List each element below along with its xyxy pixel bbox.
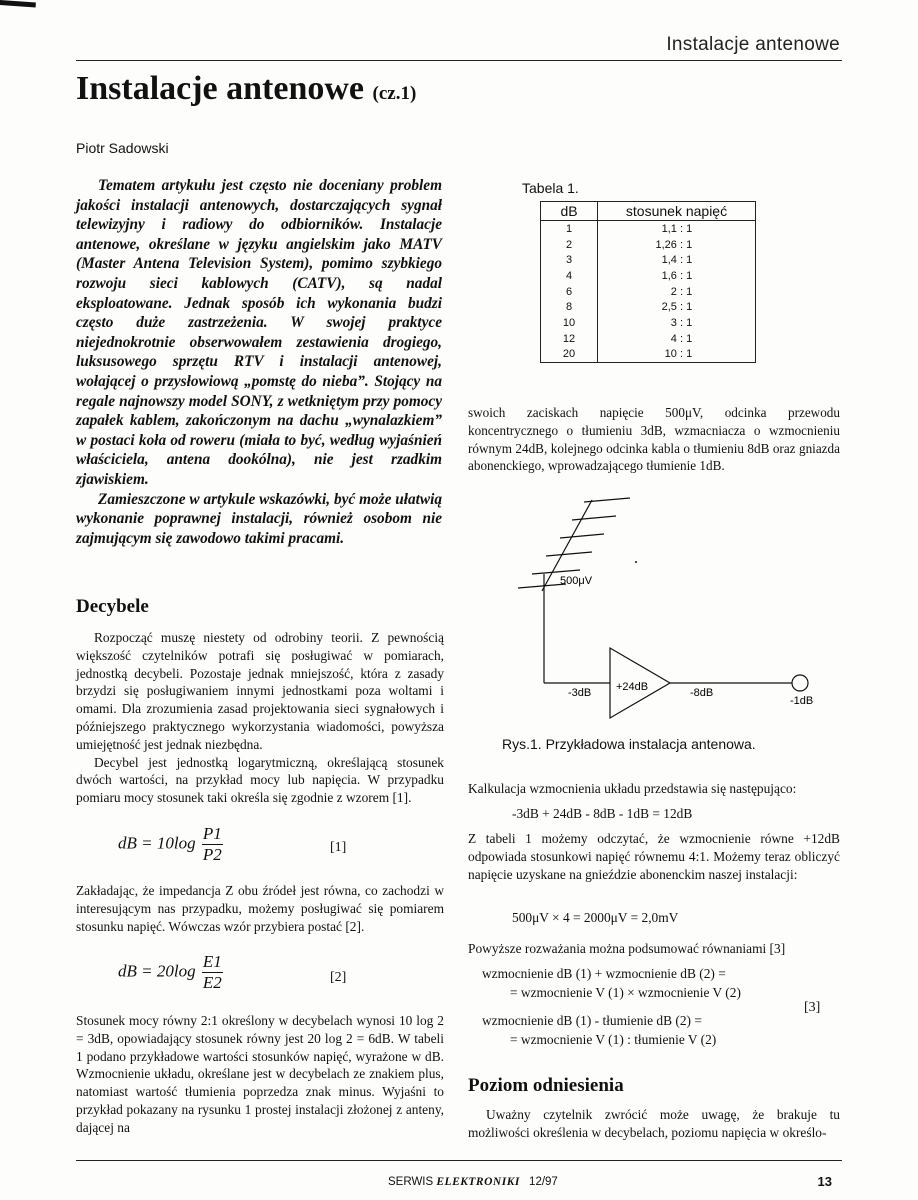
formula-1-fraction xyxy=(202,824,223,865)
table-cell-db: 4 xyxy=(541,268,598,284)
table-cell-ratio xyxy=(598,221,756,237)
formula-2-label: [2] xyxy=(330,970,347,985)
ratio-separator: : xyxy=(676,238,687,251)
lead-text xyxy=(76,176,442,548)
ratio-denominator: 1 xyxy=(686,238,693,251)
table-cell-db: 10 xyxy=(541,315,598,331)
calc-paragraph-3 xyxy=(468,940,840,958)
table-cell-db: 6 xyxy=(541,284,598,300)
table-row xyxy=(541,331,756,347)
antenna-element xyxy=(546,552,592,556)
table-1 xyxy=(540,201,756,363)
formula-1-denominator: P2 xyxy=(202,845,222,864)
label-socket: -1dB xyxy=(790,695,814,707)
antenna-element xyxy=(518,584,566,588)
table-row xyxy=(541,299,756,315)
body-paragraph: Zakładając, że impedancja Z obu źródeł jest równa, co zachodzi w interesującym nas przypadku, możemy posługiwać się pomiarem stosunku napięć. Wówczas wzór przybiera postać [2]. xyxy=(76,883,444,934)
table-cell-ratio xyxy=(598,299,756,315)
author: Piotr Sadowski xyxy=(76,140,169,156)
formula-1 xyxy=(118,824,223,865)
table-cell-ratio xyxy=(598,268,756,284)
table-cell-ratio xyxy=(598,252,756,268)
table-row xyxy=(541,315,756,331)
label-amp-gain: +24dB xyxy=(616,681,649,693)
section-heading-poziom: Poziom odniesienia xyxy=(468,1075,624,1096)
formula-1-lhs: dB = 10log xyxy=(118,833,196,853)
eq3-line-1: wzmocnienie dB (1) + wzmocnienie dB (2) = xyxy=(482,966,726,981)
page-number: 13 xyxy=(817,1174,832,1189)
table-row xyxy=(541,268,756,284)
ratio-denominator: 1 xyxy=(686,301,693,314)
footer-magazine xyxy=(388,1176,558,1188)
label-cable2: -8dB xyxy=(690,687,714,699)
article-title xyxy=(76,70,416,108)
eq3-line-3: wzmocnienie dB (1) - tłumienie dB (2) = xyxy=(482,1013,702,1028)
ratio-numerator: 2 xyxy=(670,285,677,298)
eq3-label: [3] xyxy=(804,1000,821,1015)
table-header-ratio: stosunek napięć xyxy=(598,202,756,221)
ratio-denominator: 1 xyxy=(686,269,693,282)
body-paragraph: Uważny czytelnik zwrócić może uwagę, że brakuje tu możliwości określenia w decybelach, poziomu napięcia w określo- xyxy=(468,1107,840,1140)
table-cell-ratio xyxy=(598,237,756,253)
body-paragraph: Powyższe rozważania można podsumować równaniami [3] xyxy=(468,941,786,956)
ratio-separator: : xyxy=(676,285,687,298)
ratio-separator: : xyxy=(676,269,687,282)
table-cell-db: 2 xyxy=(541,237,598,253)
antenna-element xyxy=(572,516,616,520)
table-cell-db: 12 xyxy=(541,331,598,347)
table-row xyxy=(541,221,756,237)
label-cable1: -3dB xyxy=(568,687,592,699)
body-paragraph: swoich zaciskach napięcie 500μV, odcinka przewodu koncentrycznego o tłumieniu 3dB, wzmacniacza o wzmocnieniu równym 24dB, kolejnego odcinka kabla o tłumieniu 8dB oraz gniazda abonenckiego, wprowadzającego tłumienie 1dB. xyxy=(468,405,840,474)
ratio-denominator: 1 xyxy=(686,316,693,329)
ratio-numerator: 3 xyxy=(670,316,677,329)
footer-magazine-prefix: SERWIS xyxy=(388,1176,434,1188)
ratio-separator: : xyxy=(676,332,687,345)
ratio-numerator: 1,6 xyxy=(661,269,677,282)
section-heading-decybele: Decybele xyxy=(76,596,149,617)
ratio-numerator: 1,4 xyxy=(661,254,677,267)
calc-paragraph-2 xyxy=(468,830,840,883)
ratio-separator: : xyxy=(676,348,687,361)
footer-issue: 12/97 xyxy=(529,1176,558,1188)
body-paragraph: Kalkulacja wzmocnienia układu przedstawia się następująco: xyxy=(468,781,797,796)
ratio-separator: : xyxy=(676,316,687,329)
figure-1-diagram xyxy=(480,488,860,728)
ratio-numerator: 4 xyxy=(670,332,677,345)
body-paragraph: Rozpocząć muszę niestety od odrobiny teorii. Z pewnością większość czytelników potrafi się posługiwać w pomiarach, jednostką decybeli. Pozostaje jednak mniejszość, która z zasady brzydzi się posługiwaniem innymi jednostkami poza woltami i omami. Dla zrozumienia zasad projektowania sieci sygnałowych i późniejszego praktycznego wykorzystania wiadomości, powyższa umiejętność jest jednak niezbędna. xyxy=(76,630,444,752)
lead-paragraph: Tematem artykułu jest często nie doceniany problem jakości instalacji antenowych, dostarczających sygnał telewizyjny i radiowy do odbiorników. Instalacje antenowe, określane w języku angielskim jako MATV (Master Antena Television System), pomimo szybkiego rozwoju sieci kablowych (CATV), są nadal eksploatowane. Jednak sposób ich wykonania budzi często duże zastrzeżenia. W swojej praktyce niejednokrotnie obserwowałem zestawienia drogiego, luksusowego sprzętu RTV i instalacji antenowej, wołającej o przysłowiową „pomstę do nieba”. Stojący na regale najnowszy model SONY, z wetkniętym przy pomocy zapałek kablem, zakończonym na dachu „wynalazkiem” w postaci koła od roweru (miała to być, według wyjaśnień właściciela, antena dookólna), nie jest rzadkim zjawiskiem. xyxy=(76,177,442,488)
corner-mark xyxy=(0,0,36,7)
table-row xyxy=(541,284,756,300)
ratio-separator: : xyxy=(676,222,687,235)
antenna-element xyxy=(560,534,604,538)
table-cell-ratio xyxy=(598,331,756,347)
ratio-separator: : xyxy=(676,254,687,267)
table-row xyxy=(541,347,756,363)
formula-2-lhs: dB = 20log xyxy=(118,961,196,981)
calc-line-1: -3dB + 24dB - 8dB - 1dB = 12dB xyxy=(512,806,693,821)
section1-mid-paragraph xyxy=(76,882,444,935)
antenna-element xyxy=(532,570,580,574)
section1-end-paragraph xyxy=(76,1012,444,1137)
table-row xyxy=(541,237,756,253)
subscriber-socket xyxy=(792,675,808,691)
table-cell-db: 20 xyxy=(541,347,598,363)
ratio-numerator: 10 xyxy=(664,348,677,361)
body-paragraph: Stosunek mocy równy 2:1 określony w decybelach wynosi 10 log 2 = 3dB, opowiadający stosunek równy jest 20 log 2 = 6dB. W tabeli 1 podano przykładowe wartości stosunków napięć, wyrażone w dB. Wzmocnienie układu, określane jest w decybelach ze znakiem plus, natomiast wartość tłumienia poprzedza znak minus. Wyjaśni to przykład pokazany na rysunku 1 prostej instalacji złożonej z anteny, dającej na xyxy=(76,1013,444,1135)
eq3-line-2: = wzmocnienie V (1) × wzmocnienie V (2) xyxy=(510,985,741,1000)
ratio-separator: : xyxy=(676,301,687,314)
ratio-numerator: 1,26 xyxy=(655,238,677,251)
formula-2-fraction xyxy=(202,952,223,993)
col2-paragraph-1 xyxy=(468,404,840,475)
ratio-denominator: 1 xyxy=(686,332,693,345)
body-paragraph: Z tabeli 1 możemy odczytać, że wzmocnienie równe +12dB odpowiada stosunkowi napięć równemu 4:1. Możemy teraz obliczyć napięcie uzyskane na gnieździe abonenckim naszej instalacji: xyxy=(468,831,840,882)
footer-magazine-name: ELEKTRONIKI xyxy=(436,1176,520,1188)
table-cell-db: 1 xyxy=(541,221,598,237)
section1-body xyxy=(76,629,444,807)
ratio-numerator: 2,5 xyxy=(661,301,677,314)
calc-intro xyxy=(468,780,840,798)
ratio-denominator: 1 xyxy=(686,222,693,235)
section2-body xyxy=(468,1106,840,1142)
running-header: Instalacje antenowe xyxy=(666,34,840,55)
calc-line-2: 500μV × 4 = 2000μV = 2,0mV xyxy=(512,910,679,925)
ratio-numerator: 1,1 xyxy=(661,222,677,235)
formula-2-numerator: E1 xyxy=(202,952,222,971)
title-suffix: (cz.1) xyxy=(372,83,417,104)
stray-dot xyxy=(635,561,637,563)
table-cell-db: 8 xyxy=(541,299,598,315)
ratio-denominator: 1 xyxy=(686,285,693,298)
table-cell-db: 3 xyxy=(541,252,598,268)
body-paragraph: Decybel jest jednostką logarytmiczną, określającą stosunek dwóch wartości, na przykład mocy lub napięcia. W przypadku pomiaru mocy stosunek taki określa się zgodnie z wzorem [1]. xyxy=(76,754,444,806)
ratio-denominator: 1 xyxy=(686,348,693,361)
header-rule xyxy=(76,60,842,61)
figure-1-caption: Rys.1. Przykładowa instalacja antenowa. xyxy=(502,736,756,752)
formula-1-label: [1] xyxy=(330,840,347,855)
formula-1-numerator: P1 xyxy=(202,824,222,843)
eq3-line-4: = wzmocnienie V (1) : tłumienie V (2) xyxy=(510,1032,717,1047)
formula-2 xyxy=(118,952,223,993)
table-cell-ratio xyxy=(598,315,756,331)
lead-paragraph: Zamieszczone w artykule wskazówki, być może ułatwią wykonanie poprawnej instalacji, również osobom nie zajmującym się zawodowo takimi pracami. xyxy=(76,490,442,547)
table-cell-ratio xyxy=(598,284,756,300)
footer-rule xyxy=(76,1160,842,1161)
table-caption: Tabela 1. xyxy=(522,180,579,196)
label-antenna-voltage: 500μV xyxy=(560,575,593,587)
table-cell-ratio xyxy=(598,347,756,363)
title-text: Instalacje antenowe xyxy=(76,70,365,107)
table-row xyxy=(541,252,756,268)
table-header-db: dB xyxy=(541,202,598,221)
ratio-denominator: 1 xyxy=(686,254,693,267)
formula-2-denominator: E2 xyxy=(202,973,222,992)
antenna-element xyxy=(584,498,630,502)
